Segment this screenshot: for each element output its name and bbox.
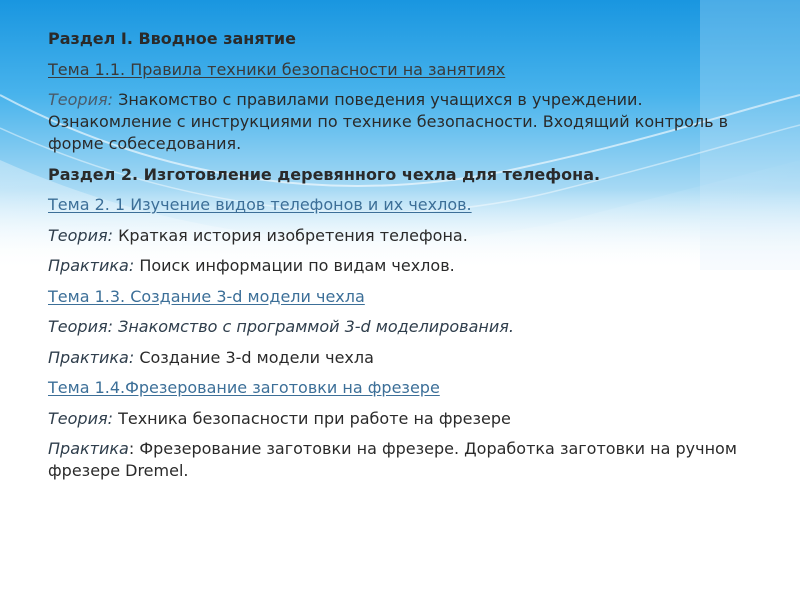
topic-heading [48, 286, 768, 308]
section-heading-text: Раздел I. Вводное занятие [48, 29, 296, 48]
topic-heading [48, 59, 768, 81]
topic-heading [48, 194, 768, 216]
practice-item [48, 347, 768, 369]
topic-heading-text: Тема 2. 1 Изучение видов телефонов и их чехлов. [48, 195, 472, 214]
practice-label: Практика [48, 439, 129, 458]
theory-item [48, 225, 768, 247]
topic-heading-text: Тема 1.3. Создание 3-d модели чехла [48, 286, 365, 306]
theory-text: Теория: Знакомство с программой 3-d моделирования. [48, 317, 514, 336]
practice-text: Создание 3-d модели чехла [134, 347, 374, 367]
theory-text: Техника безопасности при работе на фрезере [112, 408, 511, 428]
topic-heading-text: Тема 1.1. Правила техники безопасности на занятиях [48, 59, 506, 79]
theory-item [48, 408, 768, 430]
section-heading [48, 28, 768, 50]
theory-item [48, 89, 768, 155]
topic-heading [48, 377, 768, 399]
theory-item [48, 316, 768, 338]
practice-label: Практика: [48, 256, 135, 275]
section-heading [48, 164, 768, 186]
theory-label: Теория: [48, 225, 113, 245]
practice-text: Поиск информации по видам чехлов. [134, 256, 455, 275]
section-heading-text: Раздел 2. Изготовление деревянного чехла для телефона. [48, 164, 601, 184]
theory-text: Краткая история изобретения телефона. [112, 225, 468, 245]
theory-label: Теория: [48, 408, 113, 428]
content-text-block [48, 28, 768, 491]
topic-heading-text: Тема 1.4.Фрезерование заготовки на фрезере [48, 378, 440, 397]
practice-item [48, 255, 768, 277]
practice-item [48, 438, 768, 482]
theory-label: Теория: [48, 90, 113, 109]
theory-text: Знакомство с правилами поведения учащихся в учреждении. Ознакомление с инструкциями по технике безопасности. Входящий контроль в форме собеседования. [48, 90, 729, 153]
practice-label: Практика: [48, 347, 135, 367]
practice-text: : Фрезерование заготовки на фрезере. Доработка заготовки на ручном фрезере Dremel. [48, 439, 737, 480]
